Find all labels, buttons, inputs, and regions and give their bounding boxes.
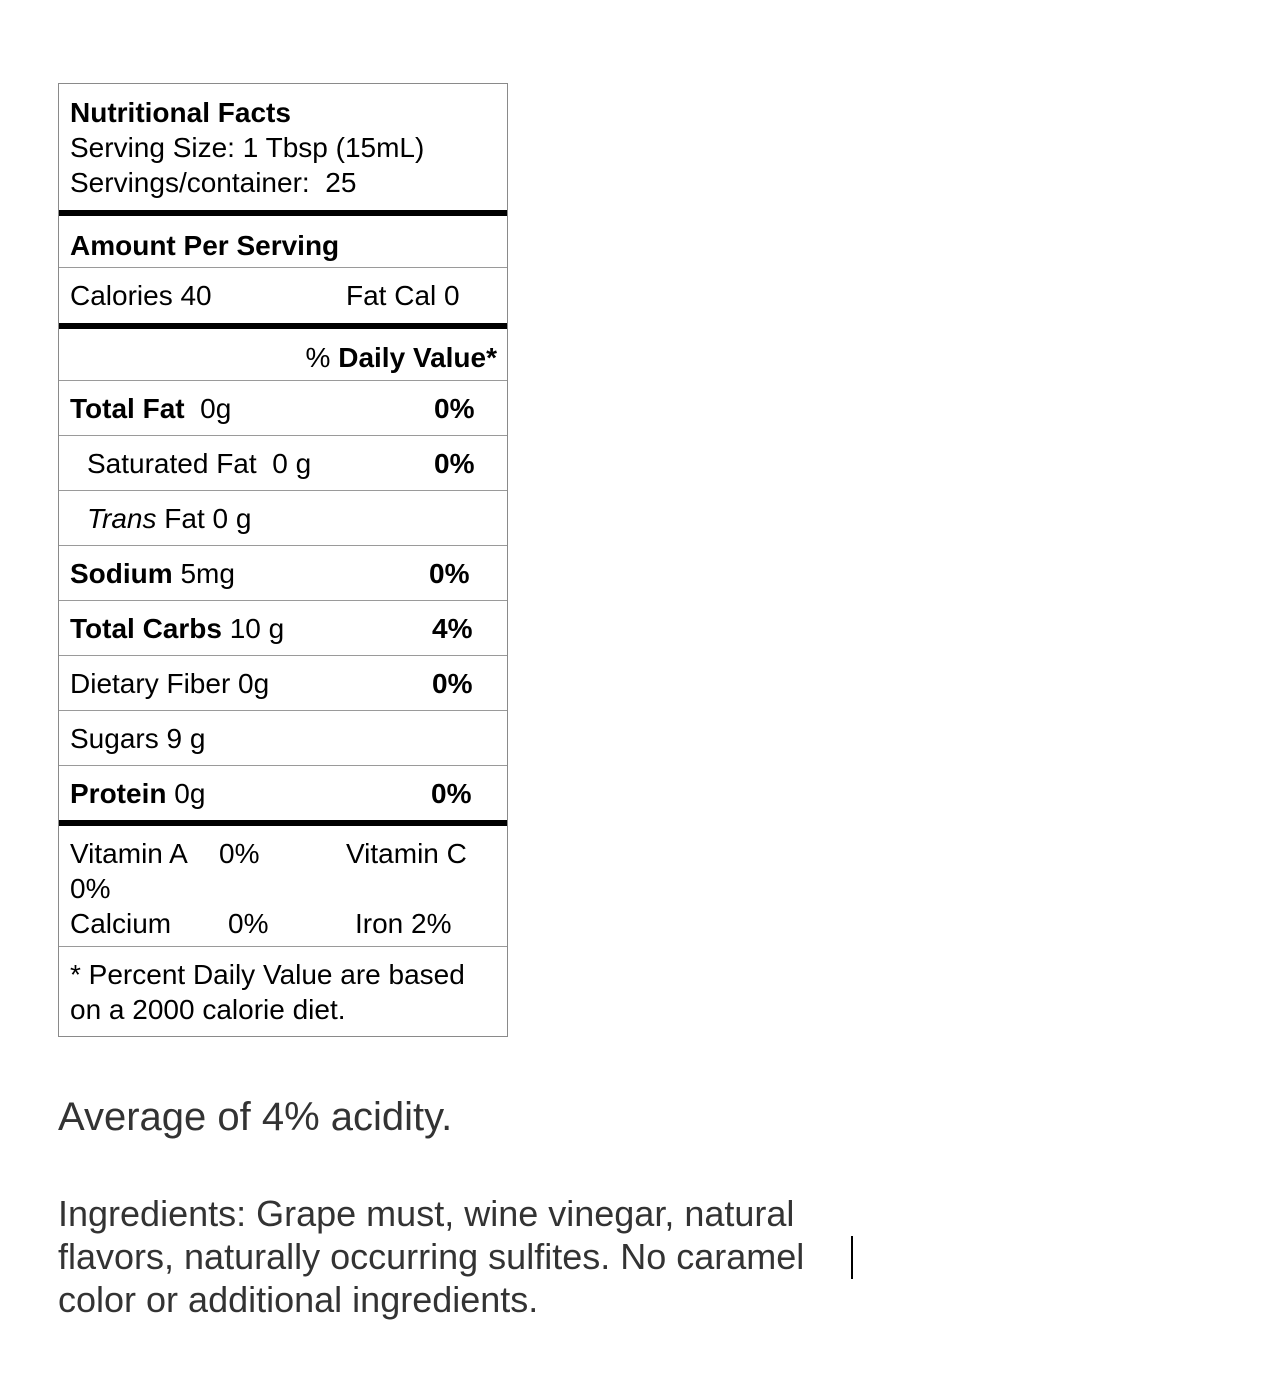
nutrient-row-protein [59, 765, 507, 820]
daily-value-label: Daily Value* [338, 342, 497, 373]
nutrient-row-trans-fat [59, 490, 507, 545]
calcium-value: 0% [228, 908, 269, 939]
nutrient-amount: 0g [238, 668, 270, 699]
nutrient-name: Sodium [70, 558, 173, 589]
ingredients-line-2: flavors, naturally occurring sulfites. No caramel [58, 1236, 805, 1277]
ingredients-line-1: Ingredients: Grape must, wine vinegar, natural [58, 1193, 795, 1234]
nutrient-row-sodium [59, 545, 507, 600]
vitamin-row-2 [70, 871, 497, 906]
nutrition-title: Nutritional Facts [70, 97, 291, 128]
nutrition-facts-label [58, 83, 508, 1037]
vitamin-c-label: Vitamin C [346, 838, 467, 869]
vitamins-section [59, 820, 507, 946]
vitamin-a-value: 0% [219, 838, 260, 869]
nutrient-name: Protein [70, 778, 167, 809]
nutrient-daily-value: 0% [431, 778, 472, 809]
nutrient-name: Dietary Fiber [70, 668, 231, 699]
ingredients-line-3: color or additional ingredients. [58, 1279, 539, 1320]
nutrient-amount: 0g [174, 778, 206, 809]
footnote-text: * Percent Daily Value are based on a 2000 calorie diet. [70, 959, 465, 1025]
fat-calories: Fat Cal 0 [346, 280, 460, 311]
nutrient-daily-value: 0% [429, 558, 470, 589]
iron-value: Iron 2% [355, 908, 452, 939]
nutrition-header [59, 84, 507, 210]
nutrient-amount: Fat 0 g [164, 503, 252, 534]
vitamin-c-value: 0% [70, 873, 111, 904]
nutrient-amount: 5mg [180, 558, 235, 589]
nutrient-amount: 9 g [166, 723, 206, 754]
daily-value-header [59, 323, 507, 380]
nutrient-daily-value: 4% [432, 613, 473, 644]
nutrient-row-dietary-fiber [59, 655, 507, 710]
nutrient-daily-value: 0% [434, 393, 475, 424]
nutrient-name: Trans [87, 503, 157, 534]
nutrient-name: Total Fat [70, 393, 185, 424]
acidity-text: Average of 4% acidity. [58, 1095, 453, 1139]
text-cursor [851, 1236, 853, 1279]
daily-value-footnote [59, 946, 507, 1036]
nutrient-daily-value: 0% [434, 448, 475, 479]
vitamin-row-3 [70, 906, 497, 941]
vitamin-a-label: Vitamin A [70, 838, 188, 869]
amount-per-serving [59, 210, 507, 267]
nutrient-name: Sugars [70, 723, 159, 754]
calories-row [59, 267, 507, 323]
amount-per-serving-label: Amount Per Serving [70, 230, 340, 261]
serving-size: Serving Size: 1 Tbsp (15mL) [70, 132, 425, 163]
ingredients-text [58, 1192, 858, 1321]
nutrient-amount: 0 g [272, 448, 312, 479]
nutrient-amount: 10 g [229, 613, 285, 644]
daily-value-percent: % [305, 342, 331, 373]
nutrient-amount: 0g [200, 393, 232, 424]
nutrient-row-total-carbs [59, 600, 507, 655]
vitamin-row-1 [70, 836, 497, 871]
servings-per-container: Servings/container: 25 [70, 167, 357, 198]
nutrient-row-total-fat [59, 380, 507, 435]
nutrient-row-sugars [59, 710, 507, 765]
nutrient-name: Saturated Fat [87, 448, 257, 479]
nutrient-daily-value: 0% [432, 668, 473, 699]
calcium-label: Calcium [70, 908, 172, 939]
calories: Calories 40 [70, 280, 212, 311]
nutrient-row-saturated-fat [59, 435, 507, 490]
nutrient-name: Total Carbs [70, 613, 222, 644]
